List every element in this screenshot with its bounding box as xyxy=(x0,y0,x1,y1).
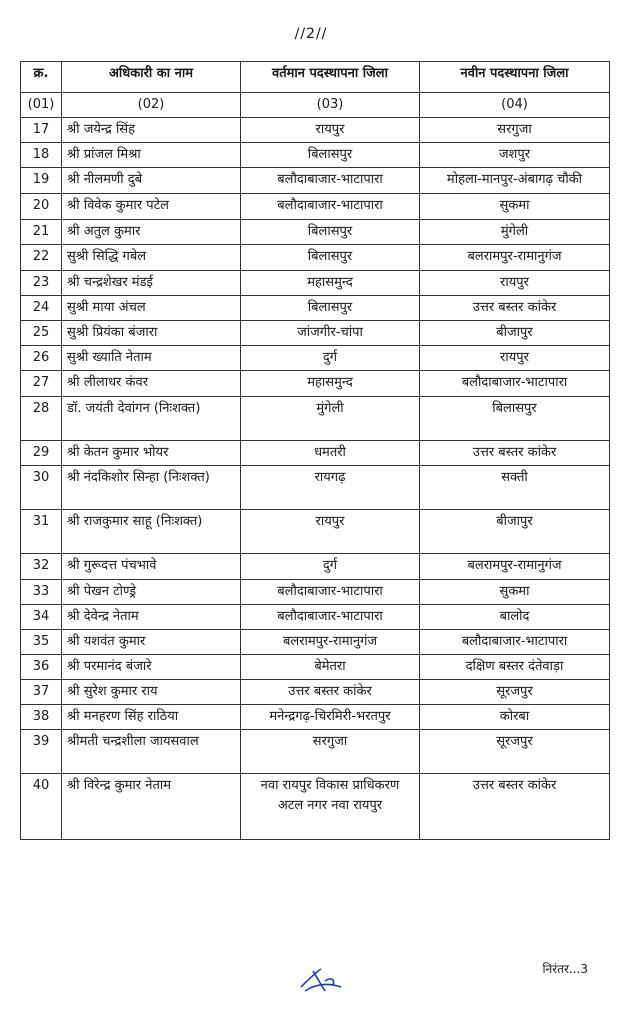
officer-name-cell: श्री विरेन्द्र कुमार नेताम xyxy=(62,774,241,840)
officer-name-cell: डॉ. जयंती देवांगन (निःशक्त) xyxy=(62,397,241,441)
current-district-cell: रायपुर xyxy=(241,118,420,143)
current-district-cell: जांजगीर-चांपा xyxy=(241,321,420,346)
serial-cell: 19 xyxy=(21,168,62,194)
table-row xyxy=(21,680,610,705)
column-number: (01) xyxy=(21,93,62,118)
serial-cell: 20 xyxy=(21,194,62,220)
current-district-cell: धमतरी xyxy=(241,441,420,466)
new-district-cell: बलौदाबाजार-भाटापारा xyxy=(420,371,610,397)
table-row xyxy=(21,705,610,730)
table-row xyxy=(21,296,610,321)
current-district-cell: मनेन्द्रगढ़-चिरमिरी-भरतपुर xyxy=(241,705,420,730)
new-district-cell: सुकमा xyxy=(420,194,610,220)
table-row xyxy=(21,554,610,580)
officer-name-cell: श्री पेखन टोण्ड्रे xyxy=(62,580,241,605)
officer-name-cell: श्री प्रांजल मिश्रा xyxy=(62,143,241,168)
new-district-cell: बिलासपुर xyxy=(420,397,610,441)
officer-name-cell: श्री अतुल कुमार xyxy=(62,220,241,245)
new-district-cell: कोरबा xyxy=(420,705,610,730)
column-number-row xyxy=(21,93,610,118)
serial-cell: 23 xyxy=(21,271,62,296)
column-number: (03) xyxy=(241,93,420,118)
officer-name-cell: सुश्री माया अंचल xyxy=(62,296,241,321)
serial-cell: 37 xyxy=(21,680,62,705)
new-district-cell: रायपुर xyxy=(420,346,610,371)
serial-cell: 35 xyxy=(21,630,62,655)
serial-cell: 31 xyxy=(21,510,62,554)
current-district-cell: नवा रायपुर विकास प्राधिकरण अटल नगर नवा रायपुर xyxy=(241,774,420,840)
current-district-cell: बिलासपुर xyxy=(241,296,420,321)
current-district-cell: महासमुन्द xyxy=(241,371,420,397)
table-row xyxy=(21,321,610,346)
table-row xyxy=(21,271,610,296)
serial-cell: 28 xyxy=(21,397,62,441)
serial-cell: 22 xyxy=(21,245,62,271)
current-district-cell: बलरामपुर-रामानुगंज xyxy=(241,630,420,655)
table-row xyxy=(21,194,610,220)
new-district-cell: बलरामपुर-रामानुगंज xyxy=(420,554,610,580)
officer-name-cell: श्री सुरेश कुमार राय xyxy=(62,680,241,705)
new-district-cell: सक्ती xyxy=(420,466,610,510)
serial-cell: 40 xyxy=(21,774,62,840)
serial-cell: 25 xyxy=(21,321,62,346)
header-serial: क्र. xyxy=(21,62,62,93)
serial-cell: 30 xyxy=(21,466,62,510)
serial-cell: 38 xyxy=(21,705,62,730)
table-row xyxy=(21,580,610,605)
table-row xyxy=(21,605,610,630)
serial-cell: 17 xyxy=(21,118,62,143)
table-body xyxy=(21,118,610,840)
serial-cell: 36 xyxy=(21,655,62,680)
page-number: //2// xyxy=(294,26,328,42)
header-officer-name: अधिकारी का नाम xyxy=(62,62,241,93)
officer-name-cell: श्री मनहरण सिंह राठिया xyxy=(62,705,241,730)
current-district-cell: बलौदाबाजार-भाटापारा xyxy=(241,168,420,194)
officer-name-cell: सुश्री प्रियंका बंजारा xyxy=(62,321,241,346)
new-district-cell: मुंगेली xyxy=(420,220,610,245)
new-district-cell: उत्तर बस्तर कांकेर xyxy=(420,774,610,840)
officer-name-cell: श्रीमती चन्द्रशीला जायसवाल xyxy=(62,730,241,774)
table-row xyxy=(21,245,610,271)
serial-cell: 24 xyxy=(21,296,62,321)
table-row xyxy=(21,510,610,554)
table-row xyxy=(21,466,610,510)
current-district-cell: बलौदाबाजार-भाटापारा xyxy=(241,194,420,220)
current-district-cell: बिलासपुर xyxy=(241,220,420,245)
new-district-cell: दक्षिण बस्तर दंतेवाड़ा xyxy=(420,655,610,680)
officer-name-cell: श्री जयेन्द्र सिंह xyxy=(62,118,241,143)
table-row xyxy=(21,774,610,840)
transfer-table xyxy=(20,61,610,840)
new-district-cell: सुकमा xyxy=(420,580,610,605)
new-district-cell: सूरजपुर xyxy=(420,730,610,774)
table-row xyxy=(21,143,610,168)
new-district-cell: मोहला-मानपुर-अंबागढ़ चौकी xyxy=(420,168,610,194)
new-district-cell: उत्तर बस्तर कांकेर xyxy=(420,296,610,321)
current-district-cell: मुंगेली xyxy=(241,397,420,441)
officer-name-cell: श्री गुरूदत्त पंचभावे xyxy=(62,554,241,580)
signature xyxy=(295,965,345,995)
current-district-cell: रायगढ़ xyxy=(241,466,420,510)
current-district-cell: उत्तर बस्तर कांकेर xyxy=(241,680,420,705)
current-district-cell: दुर्ग xyxy=(241,346,420,371)
officer-name-cell: श्री लीलाधर कंवर xyxy=(62,371,241,397)
officer-name-cell: श्री परमानंद बंजारे xyxy=(62,655,241,680)
new-district-cell: सरगुजा xyxy=(420,118,610,143)
new-district-cell: उत्तर बस्तर कांकेर xyxy=(420,441,610,466)
officer-name-cell: श्री नीलमणी दुबे xyxy=(62,168,241,194)
table-row xyxy=(21,118,610,143)
current-district-cell: दुर्ग xyxy=(241,554,420,580)
officer-name-cell: श्री राजकुमार साहू (निःशक्त) xyxy=(62,510,241,554)
table-row xyxy=(21,655,610,680)
table-row xyxy=(21,441,610,466)
column-number: (04) xyxy=(420,93,610,118)
table-row xyxy=(21,220,610,245)
table-row xyxy=(21,346,610,371)
serial-cell: 39 xyxy=(21,730,62,774)
header-new-district: नवीन पदस्थापना जिला xyxy=(420,62,610,93)
officer-name-cell: श्री यशवंत कुमार xyxy=(62,630,241,655)
serial-cell: 29 xyxy=(21,441,62,466)
officer-name-cell: सुश्री ख्याति नेताम xyxy=(62,346,241,371)
serial-cell: 18 xyxy=(21,143,62,168)
serial-cell: 32 xyxy=(21,554,62,580)
continued-note: निरंतर...3 xyxy=(542,962,588,976)
officer-name-cell: श्री विवेक कुमार पटेल xyxy=(62,194,241,220)
current-district-cell: बलौदाबाजार-भाटापारा xyxy=(241,580,420,605)
table-row xyxy=(21,630,610,655)
table-row xyxy=(21,730,610,774)
current-district-cell: बेमेतरा xyxy=(241,655,420,680)
table-row xyxy=(21,371,610,397)
officer-name-cell: सुश्री सिद्धि गबेल xyxy=(62,245,241,271)
serial-cell: 26 xyxy=(21,346,62,371)
officer-name-cell: श्री देवेन्द्र नेताम xyxy=(62,605,241,630)
table-row xyxy=(21,168,610,194)
current-district-cell: बिलासपुर xyxy=(241,143,420,168)
new-district-cell: बलरामपुर-रामानुगंज xyxy=(420,245,610,271)
new-district-cell: बालोद xyxy=(420,605,610,630)
new-district-cell: सूरजपुर xyxy=(420,680,610,705)
serial-cell: 27 xyxy=(21,371,62,397)
header-current-district: वर्तमान पदस्थापना जिला xyxy=(241,62,420,93)
current-district-cell: रायपुर xyxy=(241,510,420,554)
column-number: (02) xyxy=(62,93,241,118)
header-row xyxy=(21,62,610,93)
new-district-cell: रायपुर xyxy=(420,271,610,296)
current-district-cell: सरगुजा xyxy=(241,730,420,774)
table-row xyxy=(21,397,610,441)
current-district-cell: बिलासपुर xyxy=(241,245,420,271)
officer-name-cell: श्री केतन कुमार भोयर xyxy=(62,441,241,466)
new-district-cell: बलौदाबाजार-भाटापारा xyxy=(420,630,610,655)
serial-cell: 21 xyxy=(21,220,62,245)
current-district-cell: महासमुन्द xyxy=(241,271,420,296)
new-district-cell: बीजापुर xyxy=(420,510,610,554)
officer-name-cell: श्री नंदकिशोर सिन्हा (निःशक्त) xyxy=(62,466,241,510)
serial-cell: 33 xyxy=(21,580,62,605)
new-district-cell: जशपुर xyxy=(420,143,610,168)
current-district-cell: बलौदाबाजार-भाटापारा xyxy=(241,605,420,630)
officer-name-cell: श्री चन्द्रशेखर मंडई xyxy=(62,271,241,296)
serial-cell: 34 xyxy=(21,605,62,630)
new-district-cell: बीजापुर xyxy=(420,321,610,346)
